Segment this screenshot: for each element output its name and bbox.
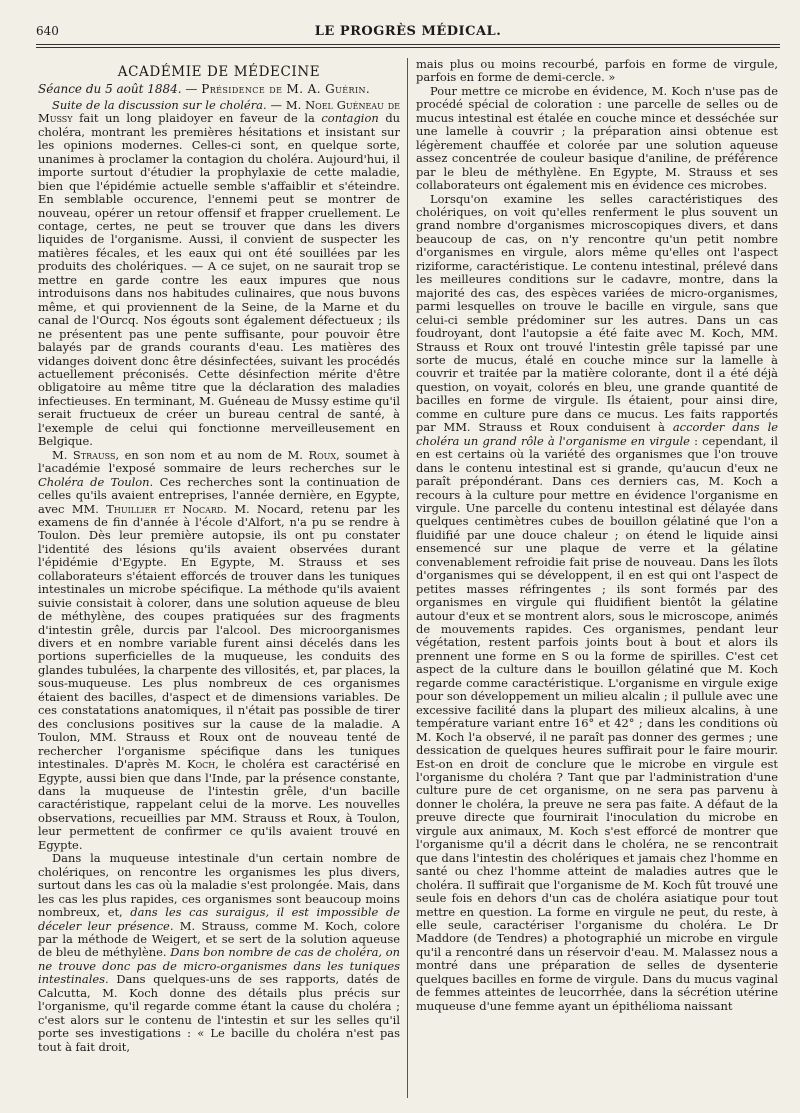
paragraph-strauss	[38, 449, 400, 853]
person-name: M. Koch	[165, 757, 216, 772]
emphasis-text: Choléra de Toulon	[38, 474, 150, 489]
paragraph-text: . M. Nocard, retenu par les examens de fin d'année à l'école d'Alfort, n'a pu se rendre à Toulon. Dès leur première autopsie, ils ont pu constater l'identité des lésions qu'ils avaient observées durant l'épidémie d'Egypte. En Egypte, M. Strauss et ses collaborateurs s'étaient efforcés de trouver dans les tuniques intestinales un microbe spécifique. La méthode qu'ils avaient suivie consistait à colorer, dans une solution aqueuse de bleu de méthylène, des coupes pratiquées sur des fragments d'intestin grêle, durcis par l'alcool. Des microorganismes divers et en nombre variable furent ainsi décelés dans les portions superficielles de la muqueuse, les conduits des glandes tubulées, la charpente des villosités, et, par places, la sous-muqueuse. Les plus nombreux de ces organismes étaient des bacilles, d'aspect et de dimensions variables. De ces constatations anatomiques, il n'était pas possible de tirer des conclusions positives sur la cause de la maladie. A Toulon, MM. Strauss et Roux ont de nouveau tenté de rechercher l'organisme spécifique dans les tuniques intestinales. D'après	[38, 501, 400, 772]
speaker-name: M. Strauss	[52, 447, 116, 462]
journal-title: LE PROGRÈS MÉDICAL.	[314, 24, 502, 39]
session-presidency: Présidence de M. A. Guérin.	[201, 82, 371, 97]
discussion-intro: Suite de la discussion sur le choléra. —	[52, 97, 286, 112]
emphasis-text: dans les cas suraigus, il est impossible de déceler leur présence.	[38, 905, 400, 933]
left-column	[38, 58, 400, 1098]
paragraph-muqueuse	[38, 852, 400, 1054]
session-line	[38, 83, 400, 96]
section-title: ACADÉMIE DE MÉDECINE	[117, 64, 321, 80]
paragraph-text: , le choléra est caractérisé en Egypte, aussi bien que dans l'Inde, par la présence constante, dans la muqueuse de l'intestin grêle, d'un bacille caractéristique, rappelant celui de la morve. Les nouvelles observations, recueillies par MM. Strauss et Roux, à Toulon, leur permettent de confirmer ce qu'ils avaient trouvé en Egypte.	[38, 757, 400, 852]
paragraph-text: Dans la muqueuse intestinale d'un certain nombre de cholériques, on rencontre les organismes les plus divers, surtout dans les cas où la maladie s'est prolongée. Mais, dans les cas les plus rapides, ces organismes sont beaucoup moins nombreux, et,	[38, 851, 400, 920]
paragraph-continuation: mais plus ou moins recourbé, parfois en forme de virgule, parfois en forme de demi-cercle. »	[416, 58, 778, 85]
person-name: M. Roux	[287, 447, 337, 462]
paragraph-text: M. Strauss, comme M. Koch, colore par la méthode de Weigert, et se sert de la solution aqueuse de bleu de méthylène.	[38, 918, 400, 960]
page-number: 640	[36, 24, 59, 38]
paragraph-text: . Ces recherches sont la continuation de celles qu'ils avaient entreprises, l'année dernière, en Egypte, avec	[38, 474, 400, 516]
person-name: MM. Thuillier et Nocard	[71, 501, 224, 516]
emphasis-text: Dans bon nombre de cas de choléra, on ne trouve donc pas de micro-organismes dans les tuniques intestinales.	[38, 945, 400, 987]
paragraph-text: fait un long plaidoyer en faveur de la	[72, 111, 322, 126]
emphasis-text: contagion	[321, 111, 379, 126]
paragraph-text: Lorsqu'on examine les selles caractéristiques des cholériques, on voit qu'elles renferment le plus souvent un grand nombre d'organismes microscopiques divers, et dans beaucoup de cas, on n'y rencontre qu'un petit nombre d'organismes en virgule, alors même qu'elles ont l'aspect riziforme, caractéristique. Le contenu intestinal, prélevé dans les meilleures conditions sur le cadavre, montre, dans la majorité des cas, des espèces variées de micro-organismes, parmi lesquelles on trouve le bacille en virgule, sans que celui-ci semble prédominer sur les autres. Dans un cas foudroyant, dont l'autopsie a été faite avec M. Koch, MM. Strauss et Roux ont trouvé l'intestin grêle tapissé par une sorte de mucus, étalé en couche mince sur la lamelle à couvrir et traitée par la matière colorante, dont il a été déjà question, on voyait, colorés en bleu, une grande quantité de bacilles en forme de virgule. Ils étaient, pour ainsi dire, comme en culture pure dans ce mucus. Les faits rapportés par MM. Strauss et Roux conduisent à	[416, 191, 778, 435]
paragraph-coloration: Pour mettre ce microbe en évidence, M. Koch n'use pas de procédé spécial de coloration : une parcelle de selles ou de mucus intestinal est étalée en couche mince et desséchée sur une lamelle à couvrir ; la préparation ainsi obtenue est légèrement chauffée et colorée par une solution aqueuse assez concentrée de couleur basique d'aniline, de préférence par le bleu de méthylène. En Egypte, M. Strauss et ses collaborateurs ont également mis en évidence ces microbes.	[416, 83, 778, 193]
page-header	[36, 22, 780, 42]
header-rule-bottom	[36, 47, 780, 48]
emphasis-text: accorder dans le choléra un grand rôle à l'organisme en virgule	[416, 420, 778, 448]
paragraph-text: : cependant, il en est certains où la variété des organismes que l'on trouve dans le contenu intestinal est si grande, qu'aucun d'eux ne paraît prépondérant. Dans ces derniers cas, M. Koch a recours à la culture pour mettre en évidence l'organisme en virgule. Une parcelle du contenu intestinal est délayée dans quelques centimètres cubes de bouillon gélatiné que l'on a fluidifié par une douce chaleur ; on étend le liquide ainsi ensemencé sur une plaque de verre et la gélatine convenablement refroidie fait prise de nouveau. Dans les îlots d'organismes qui se développent, il en est qui ont l'aspect de petites masses réfringentes ; ils sont formés par des organismes en virgule qui fluidifient bientôt la gélatine autour d'eux et se montrent alors, sous le microscope, animés de mouvements rapides. Ces organismes, pendant leur végétation, restent parfois joints bout à bout et alors ils prennent une forme en S ou la forme de spirilles. C'est cet aspect de la culture dans le bouillon gélatiné que M. Koch regarde comme caractéristique. L'organisme en virgule exige pour son développement un milieu alcalin ; il pullule avec une excessive facilité dans la plupart des milieux alcalins, à une température variant entre 16° et 42° ; dans les conditions où M. Koch l'a observé, il ne paraît pas donner des germes ; une dessication de quelques heures suffirait pour le faire mourir. Est-on en droit de conclure que le microbe en virgule est l'organisme du choléra ? Tant que par l'administration d'une culture pure de cet organisme, on ne sera pas parvenu à donner le choléra, la preuve ne sera pas faite. A défaut de la preuve directe que fournirait l'inoculation du microbe en virgule aux animaux, M. Koch s'est efforcé de montrer que l'organisme qu'il a décrit dans le choléra, ne se rencontrait que dans l'intestin des cholériques et jamais chez l'homme en santé ou chez l'homme atteint de maladies autres que le choléra. Il suffirait que l'organisme de M. Koch fût trouvé une seule fois en dehors d'un cas de choléra asiatique pour tout mettre en question. La forme en virgule ne peut, du reste, à elle seule, caractériser l'organisme du choléra. Le Dr Maddore (de Tendres) a photographié un microbe en virgule qu'il a rencontré dans un réservoir d'eau. M. Malassez nous a montré dans une préparation de selles de dysenterie quelques bacilles en forme de virgule. Dans du mucus vaginal de femmes atteintes de leucorrhée, dans la sécrétion utérine muqueuse d'une femme ayant un épithélioma naissant	[416, 433, 778, 1013]
right-column	[416, 58, 778, 1098]
paragraph-gueneau	[38, 99, 400, 449]
paragraph-text: , en son nom et au nom de	[115, 447, 288, 462]
column-divider	[407, 58, 408, 1098]
paragraph-selles	[416, 193, 778, 1014]
paragraph-text: Dans quelques-uns de ses rapports, datés de Calcutta, M. Koch donne des détails plus précis sur l'organisme, qu'il regarde comme étant la cause du choléra ; c'est alors sur le contenu de l'intestin et sur les selles qu'il porte ses investigations : « Le bacille du choléra n'est pas tout à fait droit,	[38, 972, 400, 1054]
paragraph-text: du choléra, montrant les premières hésitations et insistant sur les opinions modernes. Celles-ci sont, en quelque sorte, unanimes à proclamer la contagion du choléra. Aujourd'hui, il importe surtout d'étudier la prophylaxie de cette maladie, bien que l'épidémie actuelle semble s'affaiblir et s'éteindre. En semblable occurence, l'ennemi peut se montrer de nouveau, opérer un retour offensif et frapper cruellement. Le contage, certes, ne peut se trouver que dans les divers liquides de l'organisme. Aussi, il convient de suspecter les matières fécales, et les eaux qui ont été souillées par les produits des cholériques. — A ce sujet, on ne saurait trop se mettre en garde contre les eaux impures que nous introduisons dans nos habitudes culinaires, que nous buvons même, et qui proviennent de la Seine, de la Marne et du canal de l'Ourcq. Nos égouts sont également défectueux ; ils ne présentent pas une pente suffisante, pour pouvoir être balayés par de grands courants d'eau. Les matières des vidanges doivent donc être désinfectées, suivant les procédés actuellement préconisés. Cette désinfection mérite d'être obligatoire au même titre que la déclaration des maladies infectieuses. En terminant, M. Guéneau de Mussy estime qu'il serait fructueux de créer un bureau central de santé, à l'exemple de celui qui fonctionne merveilleusement en Belgique.	[38, 111, 400, 449]
paragraph-text: , soumet à l'académie l'exposé sommaire de leurs recherches sur le	[38, 447, 400, 476]
speaker-name: M. Noel Guéneau de Mussy	[38, 97, 400, 126]
header-rule-top	[36, 44, 780, 45]
session-date: Séance du 5 août 1884. —	[38, 82, 198, 97]
